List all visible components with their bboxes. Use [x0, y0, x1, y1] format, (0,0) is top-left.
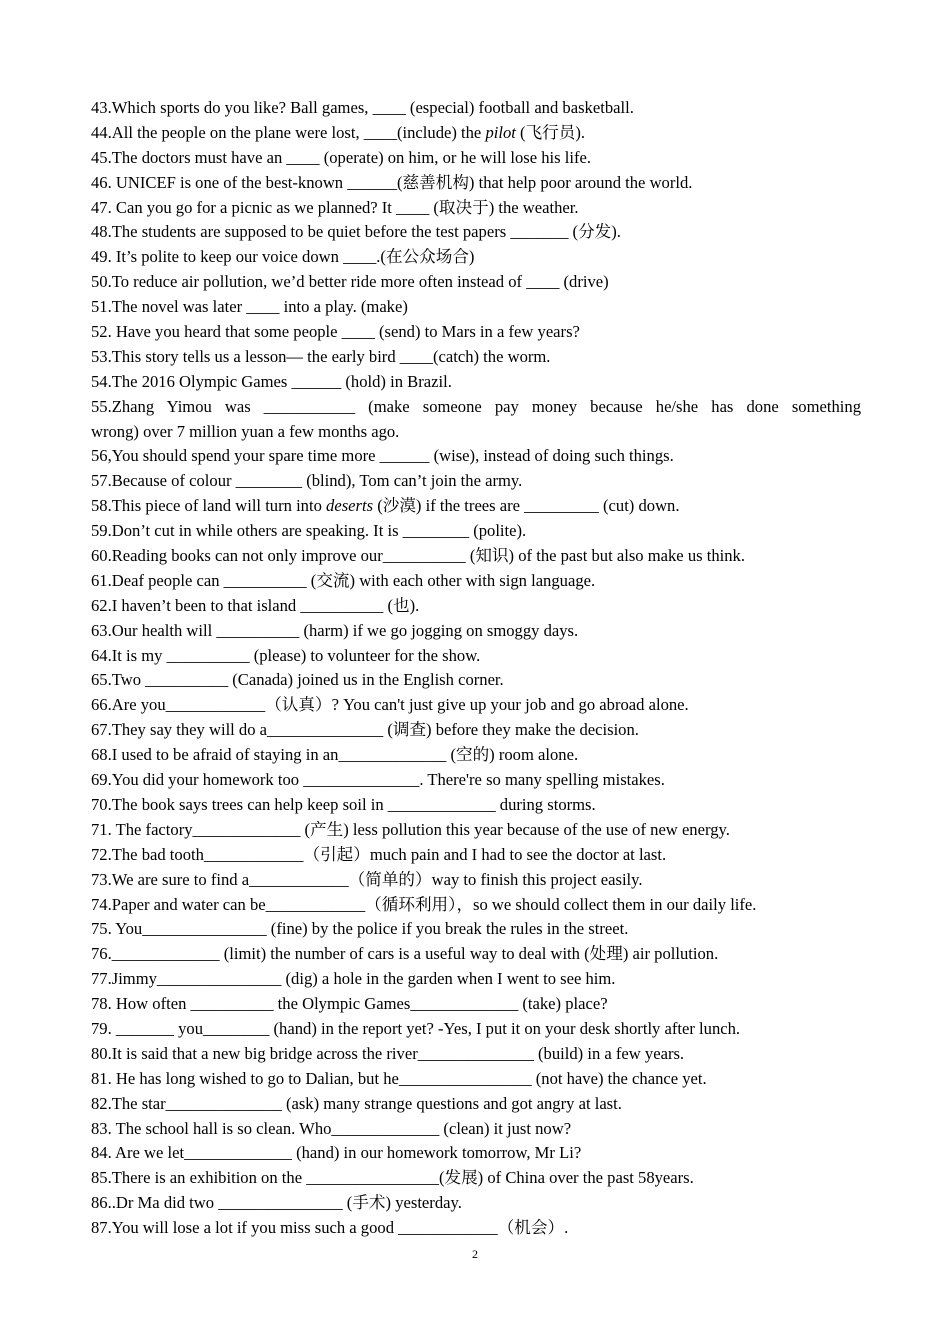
exercise-line: 59.Don’t cut in while others are speaking. It is ________ (polite). — [91, 521, 527, 541]
exercise-line: 85.There is an exhibition on the ________________(发展) of China over the past 58years. — [91, 1168, 694, 1188]
exercise-line: 77.Jimmy_______________ (dig) a hole in the garden when I went to see him. — [91, 969, 616, 989]
exercise-line: 58.This piece of land will turn into deserts (沙漠) if the trees are _________ (cut) down. — [91, 496, 680, 516]
exercise-line: 53.This story tells us a lesson— the early bird ____(catch) the worm. — [91, 346, 551, 366]
exercise-line: 62.I haven’t been to that island __________ (也). — [91, 595, 420, 615]
exercise-line: 75. You_______________ (fine) by the police if you break the rules in the street. — [91, 919, 629, 939]
exercise-line: 67.They say they will do a______________ (调查) before they make the decision. — [91, 720, 639, 740]
exercise-line: 61.Deaf people can __________ (交流) with each other with sign language. — [91, 570, 596, 590]
exercise-line: 50.To reduce air pollution, we’d better ride more often instead of ____ (drive) — [91, 272, 609, 292]
exercise-line: 82.The star______________ (ask) many strange questions and got angry at last. — [91, 1093, 622, 1113]
exercise-line: 65.Two __________ (Canada) joined us in the English corner. — [91, 670, 504, 690]
exercise-line: 51.The novel was later ____ into a play. (make) — [91, 297, 408, 317]
exercise-line: 83. The school hall is so clean. Who_____________ (clean) it just now? — [91, 1118, 572, 1138]
exercise-line: 79. _______ you________ (hand) in the report yet? -Yes, I put it on your desk shortly after lunch. — [91, 1018, 741, 1038]
exercise-line: 86..Dr Ma did two _______________ (手术) yesterday. — [91, 1193, 462, 1213]
exercise-line: 78. How often __________ the Olympic Games_____________ (take) place? — [91, 994, 608, 1014]
exercise-line: 57.Because of colour ________ (blind), Tom can’t join the army. — [91, 471, 523, 491]
exercise-line: wrong) over 7 million yuan a few months ago. — [91, 421, 400, 441]
exercise-line: 63.Our health will __________ (harm) if we go jogging on smoggy days. — [91, 620, 579, 640]
exercise-line: 56,You should spend your spare time more ______ (wise), instead of doing such things. — [91, 446, 674, 466]
exercise-line: 60.Reading books can not only improve our__________ (知识) of the past but also make us think. — [91, 546, 745, 566]
exercise-line: 73.We are sure to find a____________（简单的）way to finish this project easily. — [91, 869, 643, 889]
italic-term: deserts — [326, 496, 374, 516]
exercise-line: 48.The students are supposed to be quiet before the test papers _______ (分发). — [91, 222, 621, 242]
exercise-line: 43.Which sports do you like? Ball games, ____ (especial) football and basketball. — [91, 98, 634, 117]
exercise-line: 47. Can you go for a picnic as we planned? It ____ (取决于) the weather. — [91, 197, 579, 217]
exercise-line: 46. UNICEF is one of the best-known ______(慈善机构) that help poor around the world. — [91, 172, 693, 192]
exercise-line: 54.The 2016 Olympic Games ______ (hold) in Brazil. — [91, 371, 452, 391]
exercise-line: 69.You did your homework too ______________. There're so many spelling mistakes. — [91, 770, 665, 790]
exercise-line: 68.I used to be afraid of staying in an_____________ (空的) room alone. — [91, 745, 579, 765]
exercise-line: 84. Are we let_____________ (hand) in our homework tomorrow, Mr Li? — [91, 1143, 582, 1163]
exercise-line: 71. The factory_____________ (产生) less pollution this year because of the use of new energy. — [91, 819, 730, 839]
exercise-line: 44.All the people on the plane were lost, ____(include) the pilot (飞行员). — [91, 122, 586, 142]
exercise-line: 74.Paper and water can be____________（循环利用），so we should collect them in our daily life. — [91, 894, 757, 914]
exercise-line: 66.Are you____________（认真）? You can't just give up your job and go abroad alone. — [91, 695, 689, 715]
exercise-line: 80.It is said that a new big bridge across the river______________ (build) in a few years. — [91, 1043, 685, 1063]
exercise-line: 49. It’s polite to keep our voice down ____.(在公众场合) — [91, 247, 475, 267]
exercise-line: 72.The bad tooth____________（引起）much pain and I had to see the doctor at last. — [91, 844, 667, 864]
exercise-line: 76._____________ (limit) the number of cars is a useful way to deal with (处理) air pollution. — [91, 944, 719, 964]
exercise-line: 55.Zhang Yimou was ___________ (make someone pay money because he/she has done something — [91, 396, 861, 416]
exercise-list — [91, 96, 861, 1241]
page-number: 2 — [472, 1247, 478, 1261]
exercise-line: 52. Have you heard that some people ____ (send) to Mars in a few years? — [91, 322, 580, 342]
italic-term: pilot — [485, 122, 516, 142]
exercise-line: 81. He has long wished to go to Dalian, but he________________ (not have) the chance yet. — [91, 1068, 707, 1088]
exercise-line: 45.The doctors must have an ____ (operate) on him, or he will lose his life. — [91, 147, 592, 167]
exercise-line: 87.You will lose a lot if you miss such a good ____________（机会）. — [91, 1218, 569, 1238]
exercise-line: 64.It is my __________ (please) to volunteer for the show. — [91, 645, 481, 665]
exercise-line: 70.The book says trees can help keep soil in _____________ during storms. — [91, 794, 596, 814]
